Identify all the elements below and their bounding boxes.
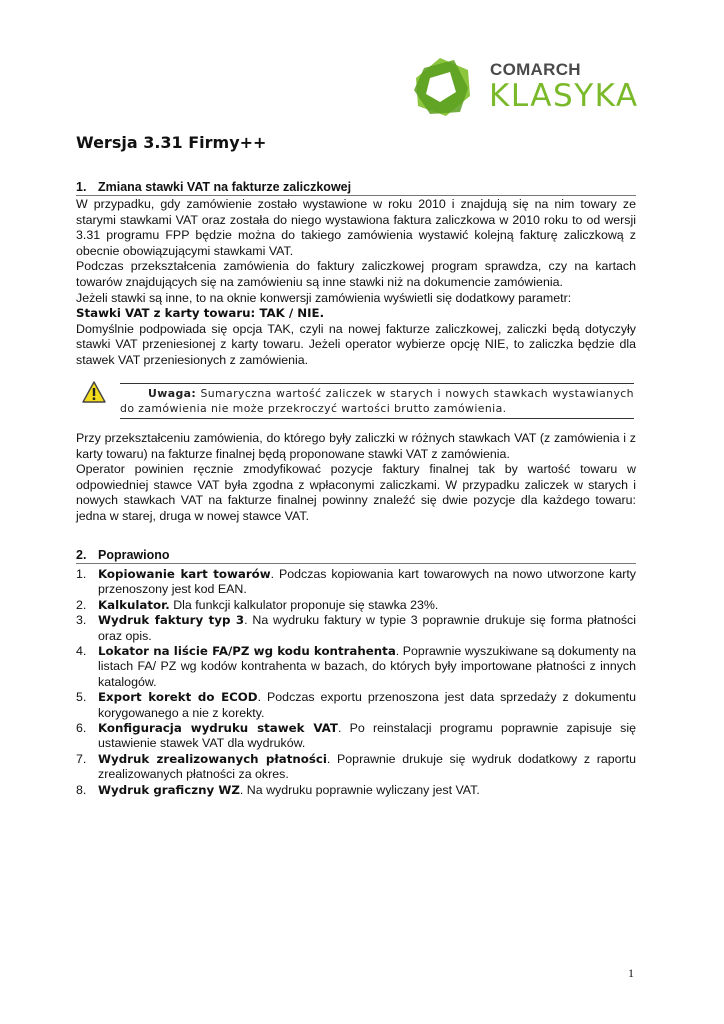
page-title: Wersja 3.31 Firmy++ xyxy=(76,133,267,152)
section-1-number: 1. xyxy=(76,180,87,194)
section-2-heading xyxy=(76,548,636,564)
list-item: 4. Lokator na liście FA/PZ wg kodu kontrahenta. Poprawnie wyszukiwane są dokumenty na listach FA/ PZ wg kodów kontrahenta w bazach, do których były importowane płatności z innych katalogów. xyxy=(76,644,636,689)
paragraph: Domyślnie podpowiada się opcja TAK, czyli na nowej fakturze zaliczkowej, zaliczki będą dotyczyły stawki VAT przeniesionej z karty towaru. Jeżeli operator wybierze opcję NIE, to zaliczka będzie dla stawek VAT przeniesionych z zamówienia. xyxy=(76,321,636,367)
comarch-klasyka-logo xyxy=(410,56,639,118)
conversion-notes xyxy=(76,431,636,525)
section-1-body xyxy=(76,197,636,369)
note-label: Uwaga: xyxy=(148,387,197,400)
paragraph: Jeżeli stawki są inne, to na oknie konwersji zamówienia wyświetli się dodatkowy parametr: xyxy=(76,290,572,305)
page-number: 1 xyxy=(628,966,634,980)
list-item: 1. Kopiowanie kart towarów. Podczas kopiowania kart towarowych na nowo utworzone karty przenoszony jest kod EAN. xyxy=(76,567,636,597)
list-item: 2. Kalkulator. Dla funkcji kalkulator proponuje się stawka 23%. xyxy=(76,597,439,612)
list-item: 5. Export korekt do ECOD. Podczas exportu przenoszona jest data sprzedaży z dokumentu korygowanego a nie z korekty. xyxy=(76,690,636,720)
fixes-list xyxy=(76,567,636,798)
warning-icon xyxy=(82,381,106,403)
section-1-heading xyxy=(76,180,636,196)
section-2-title: Poprawiono xyxy=(98,548,170,562)
list-item: 3. Wydruk faktury typ 3. Na wydruku faktury w typie 3 poprawnie drukuje się forma płatności oraz opis. xyxy=(76,613,637,643)
paragraph: W przypadku, gdy zamówienie zostało wystawione w roku 2010 i znajdują się na nim towary ze starymi stawkami VAT oraz została do niego wystawiona faktura zaliczkowa w 2010 roku to od wersji 3.31 programu FPP będzie można do takiego zamówienia wystawić kolejną fakturę zaliczkową z obecnie obowiązującymi stawkami VAT. xyxy=(76,197,636,258)
warning-note xyxy=(120,383,634,419)
parameter-line: Stawki VAT z karty towaru: TAK / NIE. xyxy=(76,306,325,321)
logo-brand: COMARCH xyxy=(490,60,581,79)
paragraph: Przy przekształceniu zamówienia, do którego były zaliczki w różnych stawkach VAT (z zamówienia i z karty towaru) na fakturze finalnej będą proponowane stawki VAT z zamówienia. xyxy=(76,431,636,461)
logo-product: KLASYKA xyxy=(489,78,639,114)
paragraph: Operator powinien ręcznie zmodyfikować pozycje faktury finalnej tak by wartość towaru w odpowiedniej stawce VAT była zgodna z wpłaconymi zaliczkami. W przypadku zaliczek w starych i nowych stawkach VAT na fakturze finalnej powinny znaleźć się dwie pozycje dla każdego towaru: jedna w starej, druga w nowej stawce VAT. xyxy=(76,462,636,523)
list-item: 8. Wydruk graficzny WZ. Na wydruku poprawnie wyliczany jest VAT. xyxy=(76,782,480,797)
list-item: 6. Konfiguracja wydruku stawek VAT. Po reinstalacji programu poprawnie zapisuje się ustawienie stawek VAT dla wydruków. xyxy=(76,721,636,751)
note-text: Sumaryczna wartość zaliczek w starych i nowych stawkach wystawianych do zamówienia nie może przekroczyć wartości brutto zamówienia. xyxy=(120,387,634,415)
section-1-title: Zmiana stawki VAT na fakturze zaliczkowej xyxy=(98,180,352,194)
paragraph: Podczas przekształcenia zamówienia do faktury zaliczkowej program sprawdza, czy na kartach towarów znajdujących się na zamówieniu są inne stawki niż na dokumencie zamówienia. xyxy=(76,259,636,289)
logo-mark-icon xyxy=(410,56,474,118)
list-item: 7. Wydruk zrealizowanych płatności. Poprawnie drukuje się wydruk dodatkowy z raportu zrealizowanych płatności za okres. xyxy=(76,751,636,782)
section-2-number: 2. xyxy=(76,548,87,562)
